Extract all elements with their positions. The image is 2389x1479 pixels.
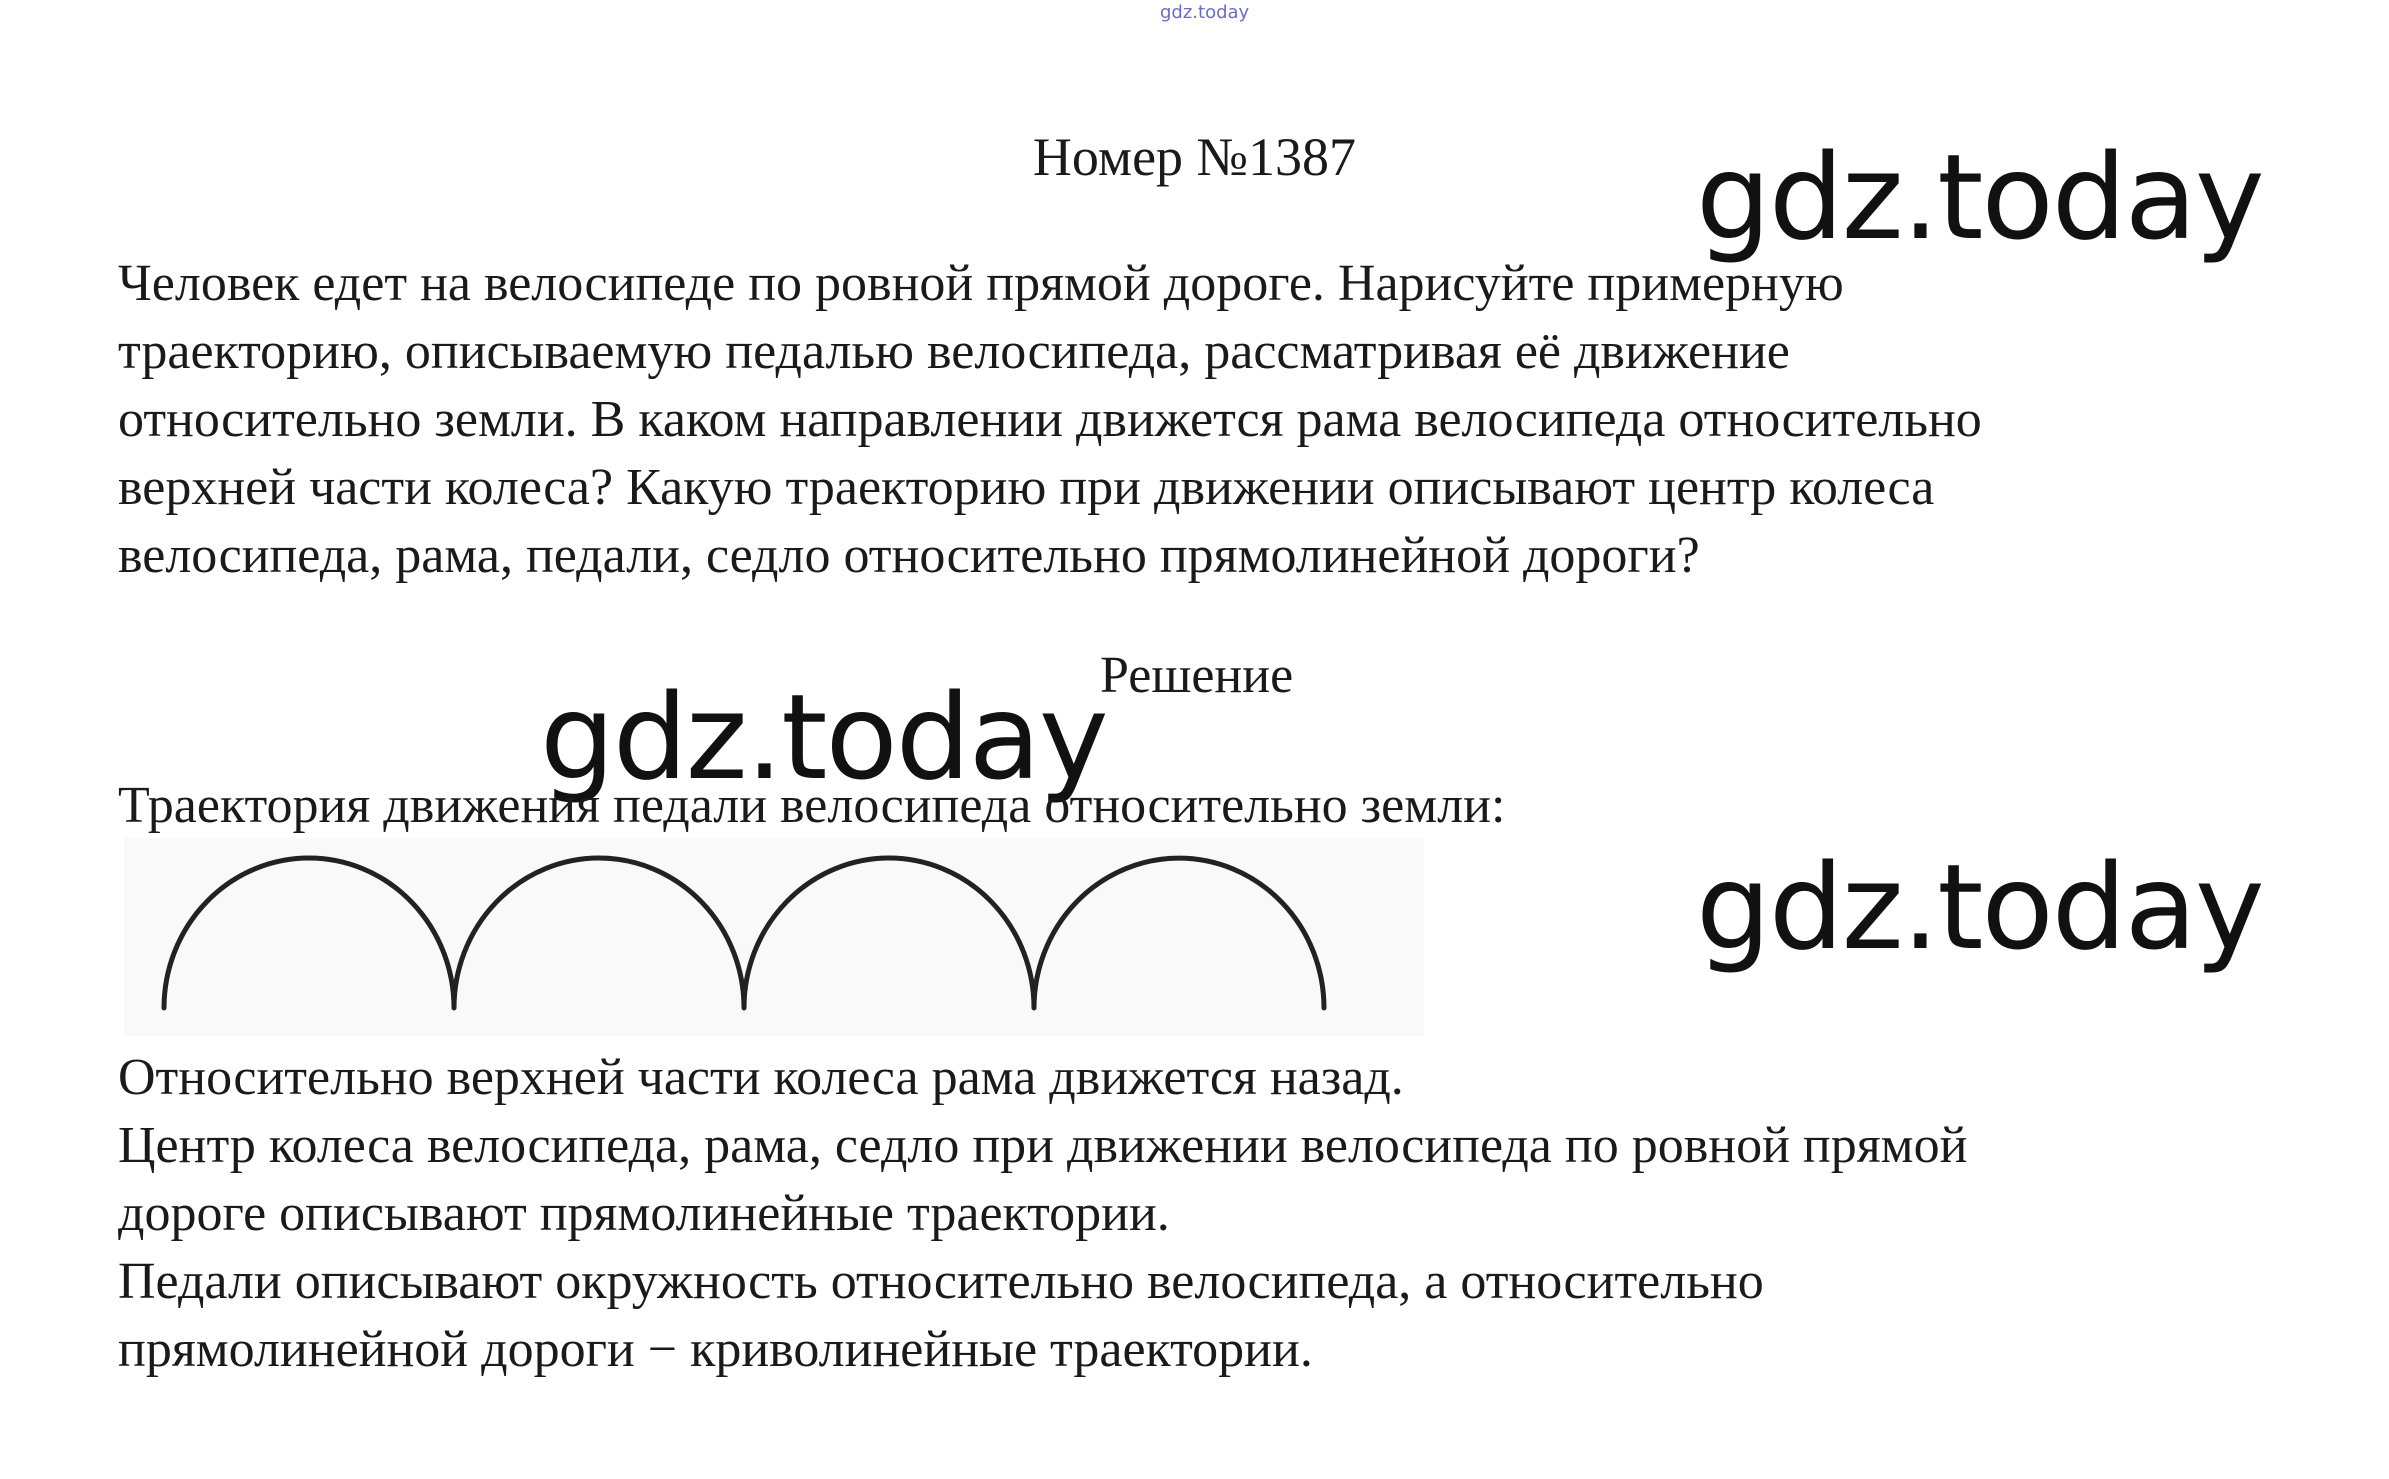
solution-heading: Решение: [1100, 647, 1294, 704]
caption-line: Траектория движения педали велосипеда относительно земли:: [118, 777, 1506, 834]
watermark-top-right: gdz.today: [1696, 128, 2263, 266]
answer-line: Относительно верхней части колеса рама движется назад.: [118, 1049, 1404, 1106]
answer-line: Педали описывают окружность относительно велосипеда, а относительно: [118, 1253, 1764, 1310]
problem-line: верхней части колеса? Какую траекторию при движении описывают центр колеса: [118, 459, 1935, 516]
watermark-middle: gdz.today: [540, 668, 1107, 806]
problem-text: [118, 250, 2318, 590]
answer-line: дороге описывают прямолинейные траектории.: [118, 1185, 1170, 1242]
cycloid-curve: [164, 858, 1324, 1008]
page-title: Номер №1387: [1032, 127, 1357, 187]
problem-line: Человек едет на велосипеде по ровной прямой дороге. Нарисуйте примерную: [118, 255, 1844, 312]
answer-text: [118, 1044, 2318, 1384]
problem-line: относительно земли. В каком направлении движется рама велосипеда относительно: [118, 391, 1982, 448]
problem-line: велосипеда, рама, педали, седло относительно прямолинейной дороги?: [118, 527, 1700, 584]
answer-line: Центр колеса велосипеда, рама, седло при движении велосипеда по ровной прямой: [118, 1117, 1968, 1174]
cycloid-diagram: [124, 838, 1424, 1036]
trajectory-caption: [118, 772, 2318, 840]
problem-line: траекторию, описываемую педалью велосипеда, рассматривая её движение: [118, 323, 1790, 380]
watermark-right: gdz.today: [1696, 838, 2263, 976]
top-watermark: gdz.today: [1160, 2, 1250, 23]
trajectory-figure: [124, 838, 1424, 1036]
answer-line: прямолинейной дороги − криволинейные траектории.: [118, 1321, 1313, 1378]
